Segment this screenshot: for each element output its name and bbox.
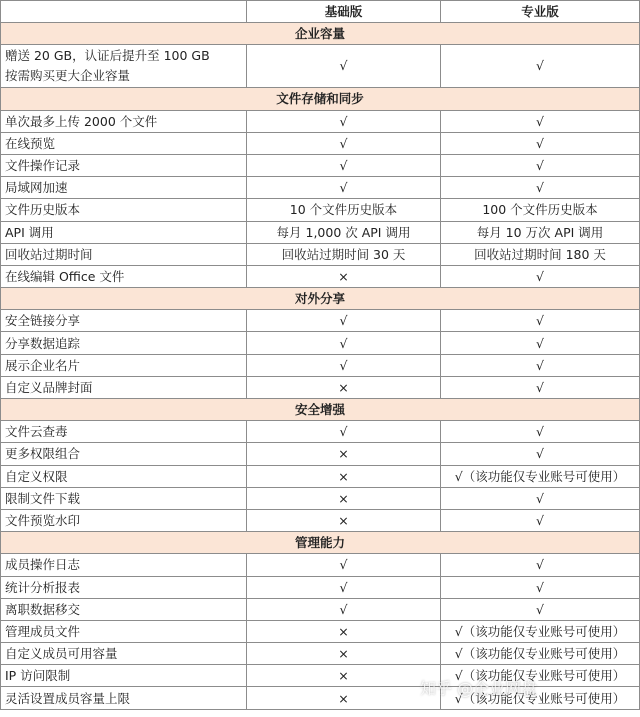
table-row: [1, 310, 640, 332]
table-row: [1, 465, 640, 487]
basic-value-cell: √: [247, 332, 441, 354]
table-body: [1, 23, 640, 709]
table-row: [1, 421, 640, 443]
table-row: [1, 177, 640, 199]
feature-cell: 赠送 20 GB，认证后提升至 100 GB 按需购买更大企业容量: [1, 45, 247, 88]
table-row: [1, 354, 640, 376]
table-row: [1, 221, 640, 243]
section-title: 企业容量: [1, 23, 640, 45]
basic-value-cell: √: [247, 354, 441, 376]
basic-value-cell: 回收站过期时间 30 天: [247, 243, 441, 265]
pro-value-cell: √（该功能仅专业账号可使用）: [441, 643, 640, 665]
basic-value-cell: √: [247, 598, 441, 620]
pro-value-cell: √: [441, 332, 640, 354]
table-row: [1, 665, 640, 687]
feature-cell: 单次最多上传 2000 个文件: [1, 110, 247, 132]
feature-cell: IP 访问限制: [1, 665, 247, 687]
basic-value-cell: ×: [247, 443, 441, 465]
table-row: [1, 443, 640, 465]
pro-value-cell: √: [441, 265, 640, 287]
pro-value-cell: 100 个文件历史版本: [441, 199, 640, 221]
basic-value-cell: ×: [247, 643, 441, 665]
pro-value-cell: √: [441, 487, 640, 509]
feature-cell: 管理成员文件: [1, 620, 247, 642]
table-row: [1, 243, 640, 265]
pro-value-cell: √（该功能仅专业账号可使用）: [441, 665, 640, 687]
pro-value-cell: √: [441, 598, 640, 620]
feature-cell: 展示企业名片: [1, 354, 247, 376]
header-feature-col: [1, 1, 247, 23]
basic-value-cell: √: [247, 45, 441, 88]
basic-value-cell: ×: [247, 509, 441, 531]
basic-value-cell: ×: [247, 265, 441, 287]
basic-value-cell: √: [247, 132, 441, 154]
basic-value-cell: √: [247, 421, 441, 443]
header-row: [1, 1, 640, 23]
feature-cell: 文件历史版本: [1, 199, 247, 221]
basic-value-cell: ×: [247, 687, 441, 709]
feature-cell: 统计分析报表: [1, 576, 247, 598]
pro-value-cell: √: [441, 132, 640, 154]
feature-cell: 局域网加速: [1, 177, 247, 199]
feature-cell: 文件预览水印: [1, 509, 247, 531]
feature-cell: 文件操作记录: [1, 154, 247, 176]
feature-cell: API 调用: [1, 221, 247, 243]
basic-value-cell: √: [247, 576, 441, 598]
table-row: [1, 45, 640, 88]
feature-cell: 成员操作日志: [1, 554, 247, 576]
section-header-row: [1, 288, 640, 310]
feature-cell: 限制文件下载: [1, 487, 247, 509]
feature-cell: 灵活设置成员容量上限: [1, 687, 247, 709]
feature-cell: 安全链接分享: [1, 310, 247, 332]
feature-cell: 在线编辑 Office 文件: [1, 265, 247, 287]
pro-value-cell: 回收站过期时间 180 天: [441, 243, 640, 265]
pro-value-cell: √: [441, 177, 640, 199]
table-row: [1, 598, 640, 620]
section-header-row: [1, 399, 640, 421]
section-title: 安全增强: [1, 399, 640, 421]
basic-value-cell: ×: [247, 465, 441, 487]
section-title: 文件存储和同步: [1, 88, 640, 110]
basic-value-cell: √: [247, 177, 441, 199]
section-title: 管理能力: [1, 532, 640, 554]
section-header-row: [1, 88, 640, 110]
pro-value-cell: √（该功能仅专业账号可使用）: [441, 687, 640, 709]
basic-value-cell: √: [247, 554, 441, 576]
basic-value-cell: ×: [247, 487, 441, 509]
pro-value-cell: √: [441, 576, 640, 598]
pro-value-cell: √: [441, 554, 640, 576]
basic-value-cell: √: [247, 310, 441, 332]
feature-cell: 自定义成员可用容量: [1, 643, 247, 665]
basic-value-cell: √: [247, 110, 441, 132]
feature-cell: 自定义品牌封面: [1, 376, 247, 398]
header-basic-col: 基础版: [247, 1, 441, 23]
pro-value-cell: √: [441, 154, 640, 176]
pro-value-cell: √: [441, 110, 640, 132]
table-row: [1, 620, 640, 642]
table-row: [1, 199, 640, 221]
feature-cell: 文件云查毒: [1, 421, 247, 443]
pro-value-cell: √: [441, 421, 640, 443]
pro-value-cell: √: [441, 310, 640, 332]
pro-value-cell: √: [441, 443, 640, 465]
section-header-row: [1, 532, 640, 554]
table-row: [1, 132, 640, 154]
feature-cell: 更多权限组合: [1, 443, 247, 465]
basic-value-cell: 每月 1,000 次 API 调用: [247, 221, 441, 243]
pro-value-cell: √（该功能仅专业账号可使用）: [441, 465, 640, 487]
table-row: [1, 154, 640, 176]
feature-cell: 回收站过期时间: [1, 243, 247, 265]
pro-value-cell: √: [441, 45, 640, 88]
basic-value-cell: ×: [247, 620, 441, 642]
table-row: [1, 576, 640, 598]
pro-value-cell: √: [441, 509, 640, 531]
basic-value-cell: 10 个文件历史版本: [247, 199, 441, 221]
table-row: [1, 643, 640, 665]
section-header-row: [1, 23, 640, 45]
feature-cell: 分享数据追踪: [1, 332, 247, 354]
pro-value-cell: √: [441, 376, 640, 398]
section-title: 对外分享: [1, 288, 640, 310]
pro-value-cell: √: [441, 354, 640, 376]
feature-cell: 在线预览: [1, 132, 247, 154]
feature-cell: 离职数据移交: [1, 598, 247, 620]
table-row: [1, 110, 640, 132]
table-row: [1, 376, 640, 398]
feature-cell: 自定义权限: [1, 465, 247, 487]
basic-value-cell: ×: [247, 376, 441, 398]
header-pro-col: 专业版: [441, 1, 640, 23]
basic-value-cell: ×: [247, 665, 441, 687]
table-row: [1, 687, 640, 709]
watermark: 知乎 @企业网盘: [420, 679, 538, 698]
pro-value-cell: 每月 10 万次 API 调用: [441, 221, 640, 243]
pro-value-cell: √（该功能仅专业账号可使用）: [441, 620, 640, 642]
table-row: [1, 332, 640, 354]
table-row: [1, 265, 640, 287]
table-row: [1, 487, 640, 509]
table-row: [1, 554, 640, 576]
table-row: [1, 509, 640, 531]
basic-value-cell: √: [247, 154, 441, 176]
